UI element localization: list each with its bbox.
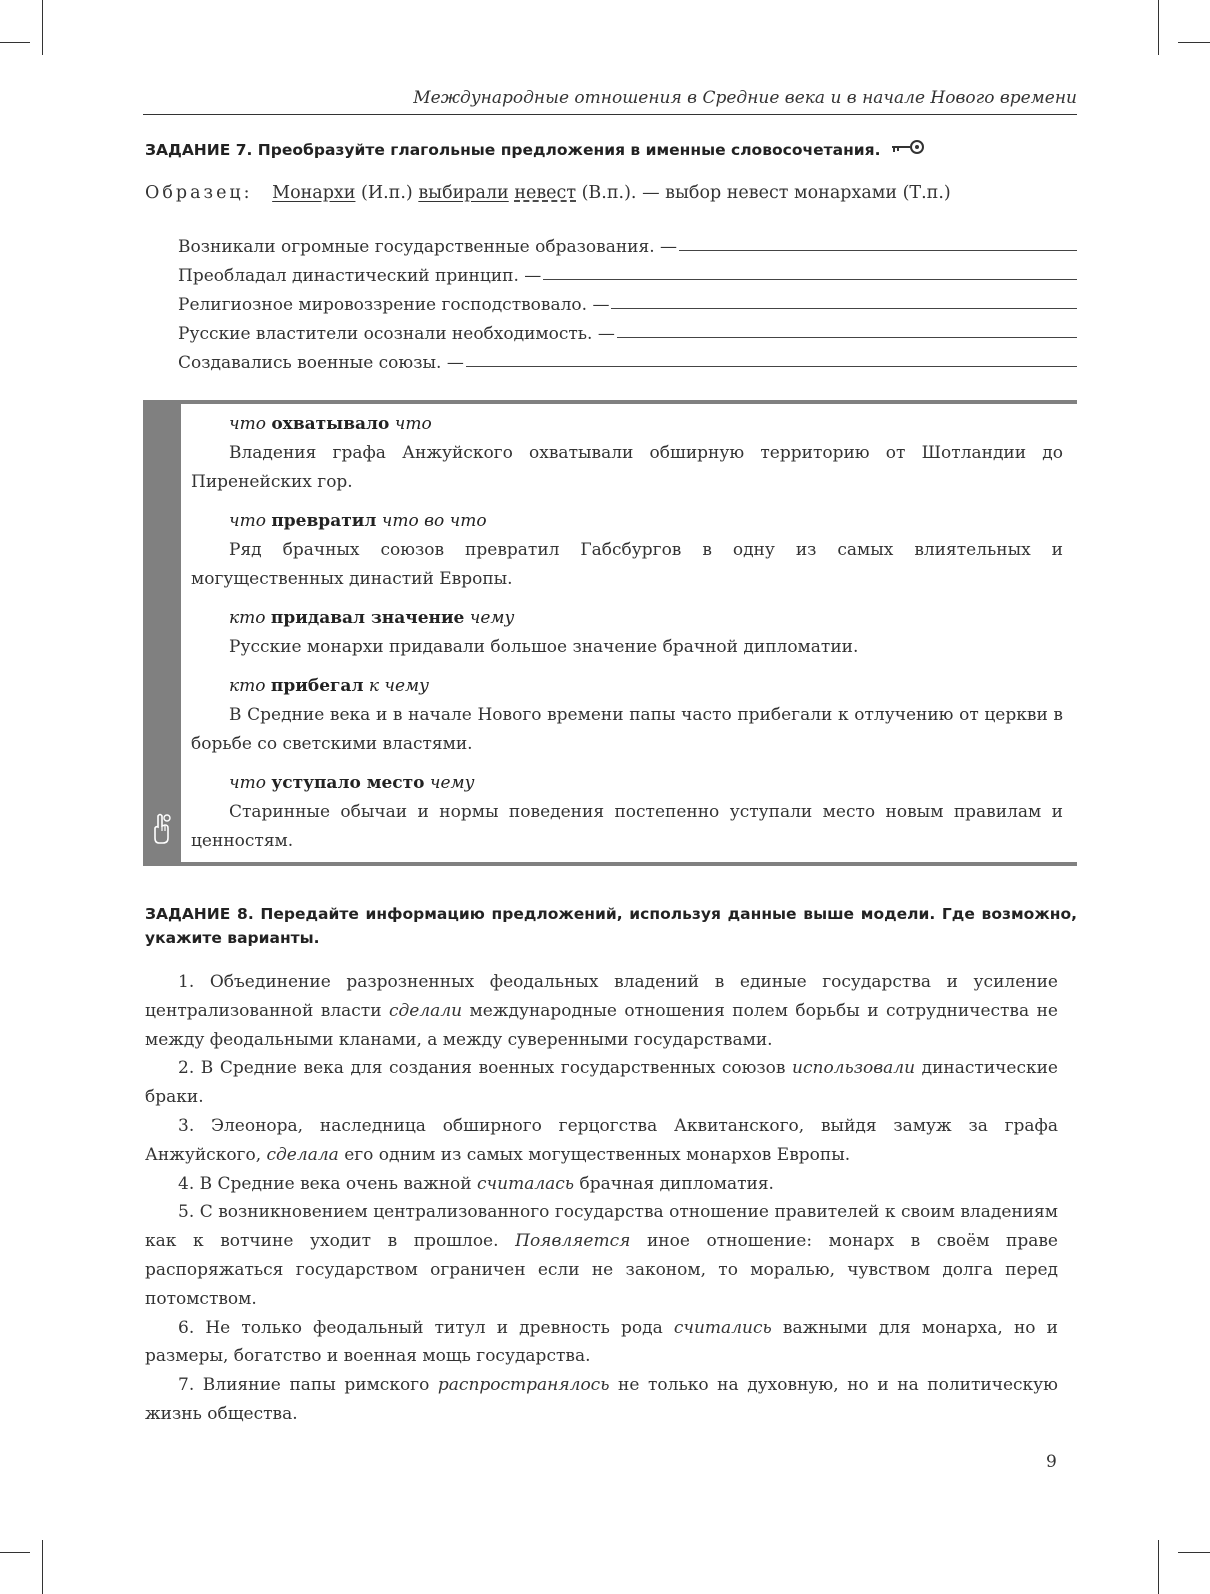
sentence-item: 7. Влияние папы римского распространялось не только на духовную, но и на политическую жизнь общества. (145, 1375, 1058, 1424)
sample-case-2: (В.п.). (581, 183, 637, 203)
exercise-item (178, 286, 1077, 315)
model-pattern: кто прибегал к чему (229, 676, 429, 696)
answer-blank[interactable] (543, 278, 1077, 280)
crop-mark (1158, 1540, 1159, 1594)
sample-case-1: (И.п.) (361, 183, 413, 203)
model-example: Старинные обычаи и нормы поведения постепенно уступали место новым правилам и ценностям. (191, 802, 1063, 851)
model-example: Владения графа Анжуйского охватывали обширную территорию от Шотландии до Пиренейских гор. (191, 443, 1063, 492)
exercise-item (178, 257, 1077, 286)
sample-subject: Монархи (272, 183, 356, 203)
sentence-item: 1. Объединение разрозненных феодальных владений в единые государства и усиление централизованной власти сделали международные отношения полем борьбы и сотрудничества не между феодальными кланами, а между суверенными государствами. (145, 972, 1058, 1050)
model-entry (191, 410, 1063, 497)
sample-line (145, 183, 951, 203)
sentence-item: 4. В Средние века очень важной считалась брачная дипломатия. (178, 1173, 774, 1194)
crop-mark (0, 42, 30, 43)
answer-blank[interactable] (611, 307, 1077, 309)
sentence-item: 2. В Средние века для создания военных государственных союзов использовали династические браки. (145, 1058, 1058, 1108)
task8-sentences (145, 968, 1058, 1429)
task7-title-text: ЗАДАНИЕ 7. Преобразуйте глагольные предложения в именные словосочетания. (145, 141, 881, 159)
hand-pointing-icon (150, 812, 174, 850)
crop-mark (0, 1552, 30, 1553)
task7-title (145, 138, 1077, 163)
model-entry (191, 769, 1063, 856)
exercise-item (178, 344, 1077, 373)
crop-mark (1158, 0, 1159, 55)
sample-result: — выбор невест монархами (Т.п.) (642, 183, 951, 203)
crop-mark (1178, 1552, 1210, 1553)
answer-blank[interactable] (617, 336, 1077, 338)
exercise-prompt: Религиозное мировоззрение господствовало. — (178, 295, 610, 315)
exercise-item (178, 228, 1077, 257)
model-pattern: что охватывало что (229, 414, 432, 434)
model-pattern: что уступало место чему (229, 773, 475, 793)
sample-label: Образец: (145, 183, 253, 203)
crop-mark (42, 0, 43, 55)
sentence-item: 3. Элеонора, наследница обширного герцогства Аквитанского, выйдя замуж за графа Анжуйского, сделала его одним из самых могущественных монархов Европы. (145, 1115, 1058, 1165)
exercise-prompt: Возникали огромные государственные образования. — (178, 237, 678, 257)
page-number: 9 (1046, 1452, 1057, 1472)
task8-title: ЗАДАНИЕ 8. Передайте информацию предложений, используя данные выше модели. Где возможно, укажите варианты. (145, 905, 1077, 947)
model-pattern: кто придавал значение чему (229, 608, 515, 628)
exercise-prompt: Русские властители осознали необходимость. — (178, 324, 615, 344)
header-rule (143, 114, 1077, 115)
model-box (143, 400, 1077, 866)
crop-mark (1178, 42, 1210, 43)
model-entry (191, 672, 1063, 759)
model-example: Русские монархи придавали большое значение брачной дипломатии. (229, 637, 859, 657)
model-example: В Средние века и в начале Нового времени папы часто прибегали к отлучению от церкви в борьбе со светскими властями. (191, 705, 1063, 754)
model-entry (191, 604, 1063, 662)
crop-mark (42, 1540, 43, 1594)
sentence-item: 5. С возникновением централизованного государства отношение правителей к своим владениям как к вотчине уходит в прошлое. Появляется иное отношение: монарх в своём праве распоряжаться государством ограничен если не законом, то моралью, чувством долга перед потомством. (145, 1202, 1058, 1309)
exercise-item (178, 315, 1077, 344)
model-pattern: что превратил что во что (229, 511, 487, 531)
model-example: Ряд брачных союзов превратил Габсбургов в одну из самых влиятельных и могущественных династий Европы. (191, 540, 1063, 589)
model-box-sidebar (143, 400, 181, 866)
running-header: Международные отношения в Средние века и в начале Нового времени (413, 88, 1077, 108)
sentence-item: 6. Не только феодальный титул и древность рода считались важными для монарха, но и размеры, богатство и военная мощь государства. (145, 1317, 1058, 1367)
exercise-list (178, 228, 1077, 373)
sample-verb: выбирали (418, 183, 509, 203)
model-box-top-rule (181, 400, 1077, 404)
sample-object: невест (514, 183, 577, 203)
answer-blank[interactable] (679, 249, 1077, 251)
model-list (191, 410, 1063, 866)
exercise-prompt: Создавались военные союзы. — (178, 353, 464, 373)
exercise-prompt: Преобладал династический принцип. — (178, 266, 542, 286)
model-entry (191, 507, 1063, 594)
answer-blank[interactable] (466, 365, 1077, 367)
key-icon (890, 138, 926, 163)
